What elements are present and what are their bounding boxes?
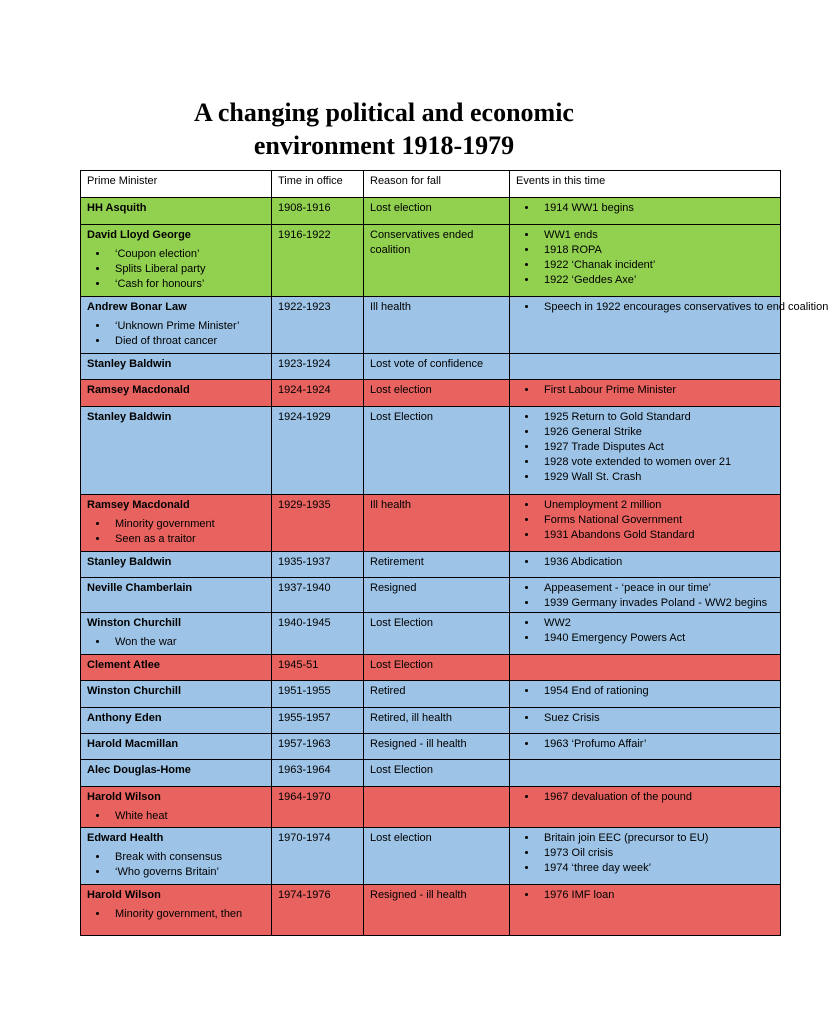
prime-minister-cell [81, 828, 272, 885]
events-cell [510, 225, 781, 297]
events-cell [510, 708, 781, 734]
note-item: • White heat [109, 809, 265, 824]
event-item: • 1918 ROPA [538, 243, 774, 258]
reason-for-fall-cell [364, 787, 510, 828]
note-item: • Splits Liberal party [109, 262, 265, 277]
events-list [516, 410, 774, 485]
prime-minister-cell [81, 380, 272, 407]
table-row [81, 734, 781, 760]
note-item: • Won the war [109, 635, 265, 650]
prime-minister-name: Neville Chamberlain [87, 582, 193, 594]
event-item: • First Labour Prime Minister [538, 383, 774, 398]
prime-minister-name: Ramsey Macdonald [87, 384, 190, 396]
table-row [81, 708, 781, 734]
table-row [81, 760, 781, 787]
events-cell [510, 380, 781, 407]
event-item: • Unemployment 2 million [538, 498, 774, 513]
note-item: • Minority government [109, 517, 265, 532]
event-item: • Suez Crisis [538, 711, 774, 726]
title-line-1: A changing political and economic [194, 98, 574, 127]
events-cell [510, 578, 781, 613]
prime-minister-name: Alec Douglas-Home [87, 764, 191, 776]
events-list [516, 201, 774, 216]
events-cell [510, 407, 781, 495]
events-list [516, 555, 774, 570]
prime-minister-name: Winston Churchill [87, 617, 182, 629]
header-prime-minister: Prime Minister [81, 171, 272, 198]
events-list [516, 383, 774, 398]
reason-for-fall-cell: Lost election [364, 198, 510, 225]
time-in-office-cell: 1955-1957 [272, 708, 364, 734]
event-item: • WW1 ends [538, 228, 774, 243]
reason-for-fall-cell: Retirement [364, 552, 510, 578]
reason-for-fall-cell: Lost Election [364, 760, 510, 787]
time-in-office-cell: 1963-1964 [272, 760, 364, 787]
events-list [516, 581, 774, 611]
prime-minister-cell [81, 198, 272, 225]
reason-for-fall-cell: Lost Election [364, 613, 510, 655]
events-cell [510, 613, 781, 655]
prime-minister-name: Edward Health [87, 832, 164, 844]
event-item: • 1967 devaluation of the pound [538, 790, 774, 805]
table-row [81, 578, 781, 613]
reason-for-fall-cell: Lost election [364, 828, 510, 885]
events-list [516, 684, 774, 699]
events-cell [510, 760, 781, 787]
time-in-office-cell: 1940-1945 [272, 613, 364, 655]
reason-for-fall-cell: Ill health [364, 495, 510, 552]
note-item: • Minority government, then [109, 907, 265, 922]
table-row [81, 885, 781, 936]
reason-for-fall-cell: Resigned - ill health [364, 734, 510, 760]
table-row [81, 407, 781, 495]
prime-minister-cell [81, 297, 272, 354]
event-item: • 1931 Abandons Gold Standard [538, 528, 774, 543]
prime-minister-notes [87, 635, 265, 650]
event-item: • 1973 Oil crisis [538, 846, 774, 861]
events-list [516, 300, 828, 315]
prime-minister-cell [81, 734, 272, 760]
time-in-office-cell: 1935-1937 [272, 552, 364, 578]
events-cell [510, 885, 781, 936]
prime-minister-name: Harold Macmillan [87, 738, 179, 750]
prime-minister-cell [81, 885, 272, 936]
reason-for-fall-cell: Resigned - ill health [364, 885, 510, 936]
header-reason-for-fall: Reason for fall [364, 171, 510, 198]
prime-minister-name: Ramsey Macdonald [87, 499, 190, 511]
events-cell [510, 354, 781, 380]
event-item: • 1929 Wall St. Crash [538, 470, 774, 485]
prime-minister-name: HH Asquith [87, 202, 147, 214]
prime-minister-cell [81, 578, 272, 613]
prime-ministers-table [80, 170, 828, 936]
table-row [81, 380, 781, 407]
events-list [516, 737, 774, 752]
prime-minister-cell [81, 225, 272, 297]
event-item: • 1954 End of rationing [538, 684, 774, 699]
table-row [81, 354, 781, 380]
reason-for-fall-cell: Ill health [364, 297, 510, 354]
time-in-office-cell: 1957-1963 [272, 734, 364, 760]
events-list [516, 831, 774, 876]
prime-minister-cell [81, 407, 272, 495]
event-item: • Appeasement - ‘peace in our time’ [538, 581, 774, 596]
reason-for-fall-cell: Lost Election [364, 655, 510, 681]
event-item: • 1940 Emergency Powers Act [538, 631, 774, 646]
table-row [81, 297, 781, 354]
event-item: • Forms National Government [538, 513, 774, 528]
event-item: • 1939 Germany invades Poland - WW2 begins [538, 596, 774, 611]
prime-minister-cell [81, 552, 272, 578]
table-row [81, 613, 781, 655]
table-row [81, 225, 781, 297]
prime-minister-name: Andrew Bonar Law [87, 301, 187, 313]
table-row [81, 552, 781, 578]
prime-minister-notes [87, 907, 265, 922]
event-item: • 1974 ‘three day week’ [538, 861, 774, 876]
event-item: • WW2 [538, 616, 774, 631]
events-cell [510, 198, 781, 225]
time-in-office-cell: 1974-1976 [272, 885, 364, 936]
note-item: • Seen as a traitor [109, 532, 265, 547]
note-item: • Break with consensus [109, 850, 265, 865]
event-item: • 1914 WW1 begins [538, 201, 774, 216]
events-cell [510, 552, 781, 578]
prime-minister-name: Stanley Baldwin [87, 358, 172, 370]
events-cell [510, 681, 781, 708]
prime-minister-name: Anthony Eden [87, 712, 162, 724]
prime-minister-notes [87, 809, 265, 824]
event-item: • 1928 vote extended to women over 21 [538, 455, 774, 470]
time-in-office-cell: 1970-1974 [272, 828, 364, 885]
events-list [516, 616, 774, 646]
prime-minister-name: Winston Churchill [87, 685, 182, 697]
time-in-office-cell: 1924-1924 [272, 380, 364, 407]
event-item: • Britain join EEC (precursor to EU) [538, 831, 774, 846]
events-cell [510, 655, 781, 681]
events-list [516, 711, 774, 726]
reason-for-fall-cell: Retired, ill health [364, 708, 510, 734]
table-row [81, 655, 781, 681]
event-item: • 1936 Abdication [538, 555, 774, 570]
time-in-office-cell: 1937-1940 [272, 578, 364, 613]
time-in-office-cell: 1916-1922 [272, 225, 364, 297]
event-item: • 1922 ‘Chanak incident’ [538, 258, 774, 273]
prime-minister-name: Stanley Baldwin [87, 556, 172, 568]
title-line-2: environment 1918-1979 [253, 131, 515, 160]
table-row [81, 787, 781, 828]
time-in-office-cell: 1908-1916 [272, 198, 364, 225]
events-list [516, 228, 774, 288]
event-item: • Speech in 1922 encourages conservatives to end coalition [538, 300, 774, 315]
time-in-office-cell: 1945-51 [272, 655, 364, 681]
table-row [81, 828, 781, 885]
prime-minister-cell [81, 787, 272, 828]
prime-minister-notes [87, 517, 265, 547]
prime-minister-name: Harold Wilson [87, 791, 161, 803]
reason-for-fall-cell: Lost vote of confidence [364, 354, 510, 380]
header-time-in-office: Time in office [272, 171, 364, 198]
reason-for-fall-cell: Lost election [364, 380, 510, 407]
events-list [516, 888, 774, 903]
table-row [81, 681, 781, 708]
note-item: • ‘Cash for honours’ [109, 277, 265, 292]
header-row [81, 171, 781, 198]
time-in-office-cell: 1923-1924 [272, 354, 364, 380]
prime-minister-notes [87, 850, 265, 880]
table-row [81, 495, 781, 552]
events-list [516, 498, 774, 543]
prime-minister-cell [81, 495, 272, 552]
reason-for-fall-cell: Lost Election [364, 407, 510, 495]
prime-minister-cell [81, 760, 272, 787]
event-item: • 1922 ‘Geddes Axe’ [538, 273, 774, 288]
event-item: • 1927 Trade Disputes Act [538, 440, 774, 455]
events-cell [510, 828, 781, 885]
time-in-office-cell: 1951-1955 [272, 681, 364, 708]
time-in-office-cell: 1922-1923 [272, 297, 364, 354]
prime-minister-cell [81, 681, 272, 708]
events-cell [510, 297, 828, 354]
page-title [150, 96, 618, 162]
prime-minister-notes [87, 319, 265, 349]
note-item: • Died of throat cancer [109, 334, 265, 349]
prime-minister-cell [81, 655, 272, 681]
events-list [516, 790, 774, 805]
events-cell [510, 495, 781, 552]
prime-minister-name: Clement Atlee [87, 659, 160, 671]
reason-for-fall-cell: Resigned [364, 578, 510, 613]
time-in-office-cell: 1924-1929 [272, 407, 364, 495]
time-in-office-cell: 1964-1970 [272, 787, 364, 828]
event-item: • 1963 ‘Profumo Affair’ [538, 737, 774, 752]
note-item: • ‘Unknown Prime Minister’ [109, 319, 265, 334]
events-cell [510, 734, 781, 760]
event-item: • 1926 General Strike [538, 425, 774, 440]
note-item: • ‘Who governs Britain’ [109, 865, 265, 880]
prime-minister-name: Stanley Baldwin [87, 411, 172, 423]
prime-minister-notes [87, 247, 265, 292]
time-in-office-cell: 1929-1935 [272, 495, 364, 552]
table-row [81, 198, 781, 225]
event-item: • 1976 IMF loan [538, 888, 774, 903]
prime-minister-cell [81, 708, 272, 734]
prime-minister-cell [81, 613, 272, 655]
note-item: • ‘Coupon election’ [109, 247, 265, 262]
reason-for-fall-cell: Retired [364, 681, 510, 708]
table-body [81, 171, 828, 936]
prime-minister-name: David Lloyd George [87, 229, 191, 241]
reason-for-fall-cell: Conservatives ended coalition [364, 225, 510, 297]
events-cell [510, 787, 781, 828]
event-item: • 1925 Return to Gold Standard [538, 410, 774, 425]
prime-minister-cell [81, 354, 272, 380]
prime-minister-name: Harold Wilson [87, 889, 161, 901]
header-events: Events in this time [510, 171, 781, 198]
